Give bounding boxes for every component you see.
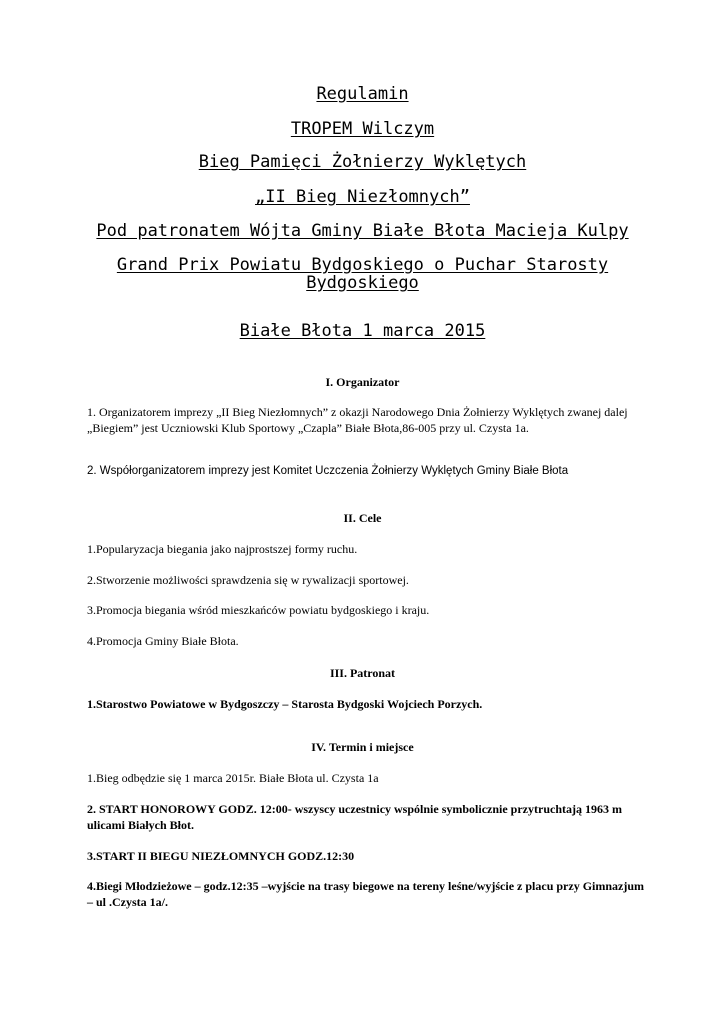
section-heading-cele: II. Cele bbox=[343, 511, 382, 525]
termin-paragraph-2: 2. START HONOROWY GODZ. 12:00- wszyscy uczestnicy wspólnie symbolicznie przytruchtają 1963 m ulicami Białych Błot. bbox=[87, 802, 622, 832]
patronage-line: Pod patronatem Wójta Gminy Białe Błota Macieja Kulpy bbox=[96, 221, 629, 241]
grand-prix-line: Grand Prix Powiatu Bydgoskiego o Puchar Starosty Bydgoskiego bbox=[116, 255, 609, 293]
event-subtitle: TROPEM Wilczym bbox=[290, 119, 435, 139]
document-title: Regulamin bbox=[316, 84, 409, 104]
termin-paragraph-3: 3.START II BIEGU NIEZŁOMNYCH GODZ.12:30 bbox=[87, 849, 355, 863]
patronat-paragraph: 1.Starostwo Powiatowe w Bydgoszczy – Starosta Bydgoski Wojciech Porzych. bbox=[87, 697, 483, 711]
organizator-paragraph-1: 1. Organizatorem imprezy „II Bieg Niezłomnych” z okazji Narodowego Dnia Żołnierzy Wyklętych zwanej dalej „Biegiem” jest Uczniowski Klub Sportowy „Czapla” Białe Błota,86-005 przy ul. Czysta 1a. bbox=[87, 405, 628, 435]
section-heading-organizator: I. Organizator bbox=[325, 375, 400, 389]
organizator-paragraph-2: 2. Współorganizatorem imprezy jest Komitet Uczczenia Żołnierzy Wyklętych Gminy Białe Błota bbox=[87, 465, 569, 477]
section-heading-patronat: III. Patronat bbox=[329, 666, 396, 680]
section-heading-termin: IV. Termin i miejsce bbox=[311, 740, 414, 754]
termin-paragraph-4: 4.Biegi Młodzieżowe – godz.12:35 –wyjście na trasy biegowe na tereny leśne/wyjście z placu przy Gimnazjum – ul .Czysta 1a/. bbox=[87, 879, 645, 909]
cele-item: 1.Popularyzacja biegania jako najprostszej formy ruchu. bbox=[87, 542, 358, 556]
place-date-line: Białe Błota 1 marca 2015 bbox=[239, 321, 486, 341]
event-name: Bieg Pamięci Żołnierzy Wyklętych bbox=[198, 152, 527, 172]
termin-paragraph-1: 1.Bieg odbędzie się 1 marca 2015r. Białe Błota ul. Czysta 1a bbox=[87, 771, 379, 785]
cele-item: 2.Stworzenie możliwości sprawdzenia się w rywalizacji sportowej. bbox=[87, 573, 409, 587]
cele-item: 3.Promocja biegania wśród mieszkańców powiatu bydgoskiego i kraju. bbox=[87, 603, 430, 617]
cele-item: 4.Promocja Gminy Białe Błota. bbox=[87, 634, 239, 648]
event-edition: „II Bieg Niezłomnych” bbox=[255, 187, 470, 207]
